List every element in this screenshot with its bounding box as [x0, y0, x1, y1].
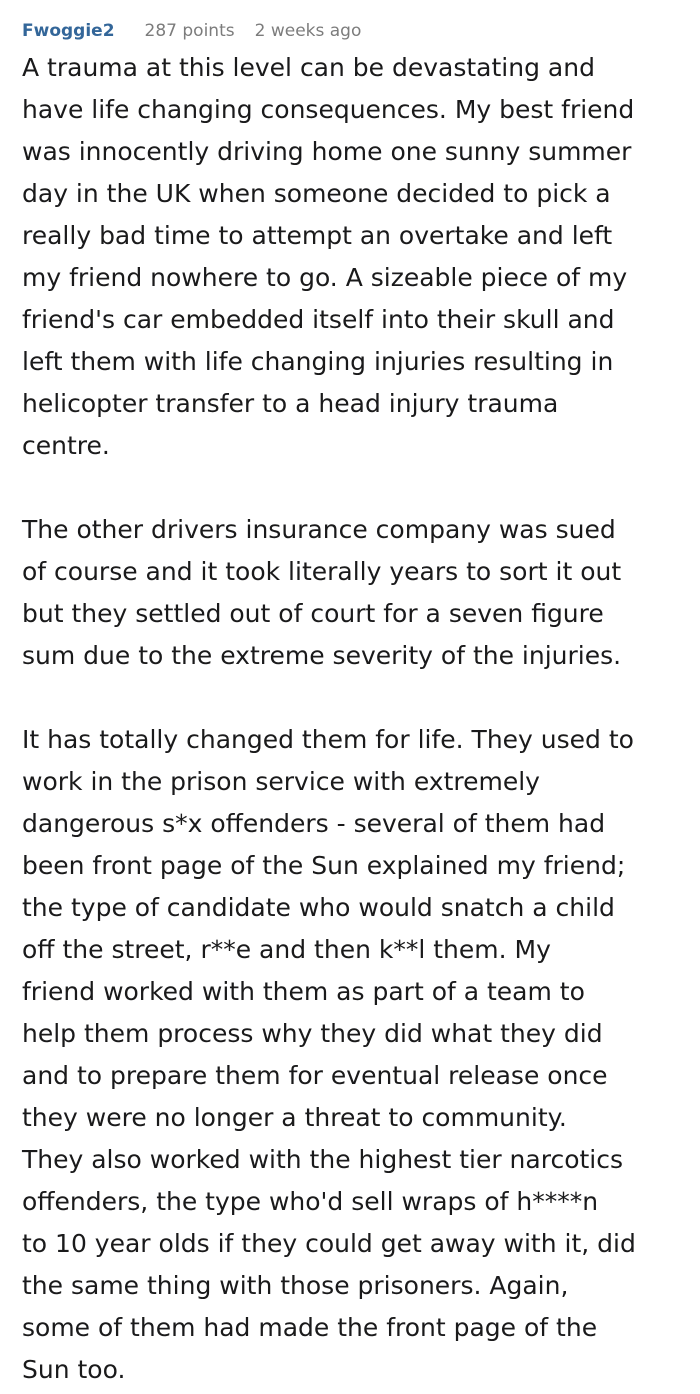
comment-paragraph: It has totally changed them for life. They used to work in the prison service with extremely dangerous s*x offenders - several of them had been front page of the Sun explained my friend; the type of candidate who would snatch a child off the street, r**e and then k**l them. My friend worked with them as part of a team to help them process why they did what they did and to prepare them for eventual release once they were no longer a threat to community. They also worked with the highest tier narcotics offenders, the type who'd sell wraps of h****n to 10 year olds if they could get away with it, did the same thing with those prisoners. Again, some of them had made the front page of the Sun too.	[22, 725, 636, 1384]
comment-author-link[interactable]: Fwoggie2	[22, 21, 115, 41]
comment-paragraph: A trauma at this level can be devastating and have life changing consequences. My best friend was innocently driving home one sunny summer day in the UK when someone decided to pick a really bad time to attempt an overtake and left my friend nowhere to go. A sizeable piece of my friend's car embedded itself into their skull and left them with life changing injuries resulting in helicopter transfer to a head injury trauma centre.	[22, 53, 635, 460]
comment-meta	[22, 19, 692, 43]
comment-timestamp: 2 weeks ago	[254, 21, 362, 41]
comment-points: 287 points	[144, 21, 235, 41]
comment-body	[22, 47, 692, 1391]
comment-paragraph: The other drivers insurance company was sued of course and it took literally years to sort it out but they settled out of court for a seven figure sum due to the extreme severity of the injuries.	[22, 515, 622, 670]
comment	[22, 0, 692, 1391]
